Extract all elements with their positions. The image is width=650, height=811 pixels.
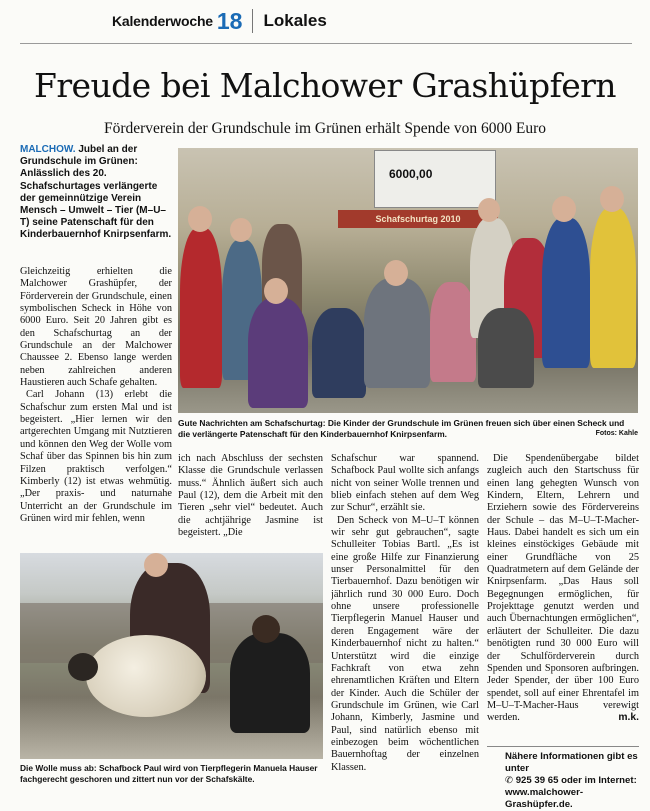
- child-head: [552, 196, 576, 222]
- group-photo: [178, 148, 638, 413]
- article-subtitle: Förderverein der Grundschule im Grünen erhält Spende von 6000 Euro: [103, 120, 547, 137]
- header-divider: [252, 9, 253, 33]
- child-head: [384, 260, 408, 286]
- child-head: [478, 198, 500, 222]
- caretaker-head: [252, 615, 280, 643]
- paragraph: Carl Johann (13) erlebt die Schafschur zum ersten Mal und ist begeistert. „Hier lernen wir den artgerechten Umgang mit Nutztieren und können den Weg der Wolle vom Schaf über das Spinnen bis hin zum Filzen praktisch verfolgen.“ Kimberly (12) ist etwas wehmütig. „Der praxis- und naturnahe Unterricht an der Grundschule im Grünen wird mir fehlen, wenn: [20, 389, 172, 524]
- phone-number: 925 39 65: [515, 775, 559, 786]
- section-name: Lokales: [263, 11, 327, 30]
- paragraph: Schafschur war spannend. Schafbock Paul wollte sich anfangs nicht von seiner Wolle trennen und blieb einfach stehen auf dem Weg zur Schur“, erzählt sie.: [331, 453, 479, 514]
- child-figure: [590, 208, 636, 368]
- main-photo-caption: [178, 418, 638, 439]
- sheep-figure: [86, 635, 206, 717]
- child-head: [600, 186, 624, 212]
- paragraph-text: Die Spendenübergabe bildet zugleich auch den Startschuss für einen lang gehegten Wunsch von Kindern, Eltern, Lehrern und Erziehern sowie des Fördervereins der Schule – das M–U–T-Macher-Haus. Dabei handelt es sich um ein kleines einstöckiges Gebäude mit einer Grundfläche von 25 Quadratmetern auf dem Gelände der Knirpsenfarm. „Das Haus soll Begegnungen ermöglichen, für Projekttage genutzt werden und auch Übernachtungen ermöglichen“, erläutert der Schulleiter. Die dazu benötigten rund 30 000 Euro will der Schulförderverein durch Spenden und Sponsoren aufbringen. Jeder Spender, der über 100 Euro spendet, soll auf einer Ehrentafel im M–U–T-Macher-Haus verewigt werden.: [487, 453, 639, 724]
- week-number: 18: [216, 7, 243, 34]
- sheep-head: [68, 653, 98, 681]
- shearer-head: [144, 553, 168, 577]
- info-phone-line: [505, 775, 641, 787]
- info-box: [505, 751, 641, 811]
- photo-banner: Schafschurtag 2010: [338, 210, 498, 228]
- page-header: [112, 6, 327, 36]
- info-line-1: Nähere Informationen gibt es unter: [505, 751, 638, 774]
- child-figure: [542, 218, 590, 368]
- caretaker-figure: [230, 633, 310, 733]
- sheep-photo-caption: Die Wolle muss ab: Schafbock Paul wird von Tierpflegerin Manuela Hauser fachgerecht geschoren und zittert nun vor der Schafskälte.: [20, 763, 318, 784]
- article-column-2: [178, 453, 323, 545]
- child-figure: [248, 298, 308, 408]
- child-figure: [312, 308, 366, 398]
- kalenderwoche-label: Kalenderwoche: [112, 13, 213, 29]
- paragraph: ich nach Abschluss der sechsten Klasse die Grundschule verlassen muss.“ Ähnlich äußert sich auch Paul (12), dem die Arbeit mit den Tieren „sehr viel“ bedeutet. Auch die achtjährige Jasmine ist begeistert. „Die: [178, 453, 323, 539]
- article-lead: [20, 144, 172, 264]
- paragraph: Gleichzeitig erhielten die Malchower Grashüpfer, der Förderverein der Grundschule, einen symbolischen Scheck in Höhe von 6000 Euro. Seit 20 Jahren gibt es den Schafschurtag an der Grundschule an der Malchower Chaussee 2. Ebenso lange werden neben zahlreichen anderen Haustieren auch Schafe gehalten.: [20, 266, 172, 389]
- dateline: MALCHOW.: [20, 144, 76, 155]
- check-board: [374, 150, 496, 208]
- phone-icon: ✆: [505, 775, 514, 786]
- check-amount: 6000,00: [389, 167, 433, 181]
- paragraph: Den Scheck von M–U–T können wir sehr gut gebrauchen“, sagte Schulleiter Tobias Bartl. „Es ist eine große Hilfe zur Finanzierung unser Personalmittel für den Tierbauernhof. Dazu benötigen wir jährlich rund 30 000 Euro. Doch ohne unsere professionelle Tierpflegerin Manuel Hauser und deren Engagement wäre der Kinderbauernhof nicht zu halten.“ Unterstützt wird die einzige Fachkraft von etwa zehn ehrenamtlichen Kräften und Eltern der Kinder. Auch die Schüler der Grundschule im Grünen, wie Carl Johann, Kimberly, Jasmine und Paul, sind natürlich ebenso mit einbezogen beim wöchentlichen Bauernhoftag der einzelnen Klassen.: [331, 514, 479, 773]
- lead-text: Jubel an der Grundschule im Grünen: Anlässlich des 20. Schafschurtages verlängerte der gemeinnützige Verein Mensch – Umwelt – Tier (M–U–T) seine Patenschaft für den Kinderbauernhof Knirpsenfarm.: [20, 144, 172, 241]
- child-head: [188, 206, 212, 232]
- child-head: [230, 218, 252, 242]
- child-head: [264, 278, 288, 304]
- info-line-2: oder im Internet:: [561, 775, 637, 786]
- sheep-shearing-photo: [20, 553, 323, 759]
- info-url: www.malchower-Grashüpfer.de.: [505, 787, 584, 810]
- child-figure: [180, 228, 222, 388]
- main-caption-text: Gute Nachrichten am Schafschurtag: Die Kinder der Grundschule im Grünen freuen sich über einen Scheck und die verlängerte Patenschaft für den Kinderbauernhof Knirpsenfarm.: [178, 418, 625, 439]
- article-column-1: [20, 266, 172, 546]
- article-column-3: [331, 453, 479, 793]
- paragraph: [487, 453, 639, 725]
- article-column-4: [487, 453, 639, 743]
- author-initials: m.k.: [618, 712, 639, 724]
- article-title: Freude bei Malchower Grashüpfern: [34, 66, 616, 105]
- info-rule: [487, 746, 639, 747]
- child-figure: [478, 308, 534, 388]
- child-figure: [364, 278, 430, 388]
- header-rule: [20, 43, 632, 44]
- photo-credit: Fotos: Kahle: [595, 429, 638, 437]
